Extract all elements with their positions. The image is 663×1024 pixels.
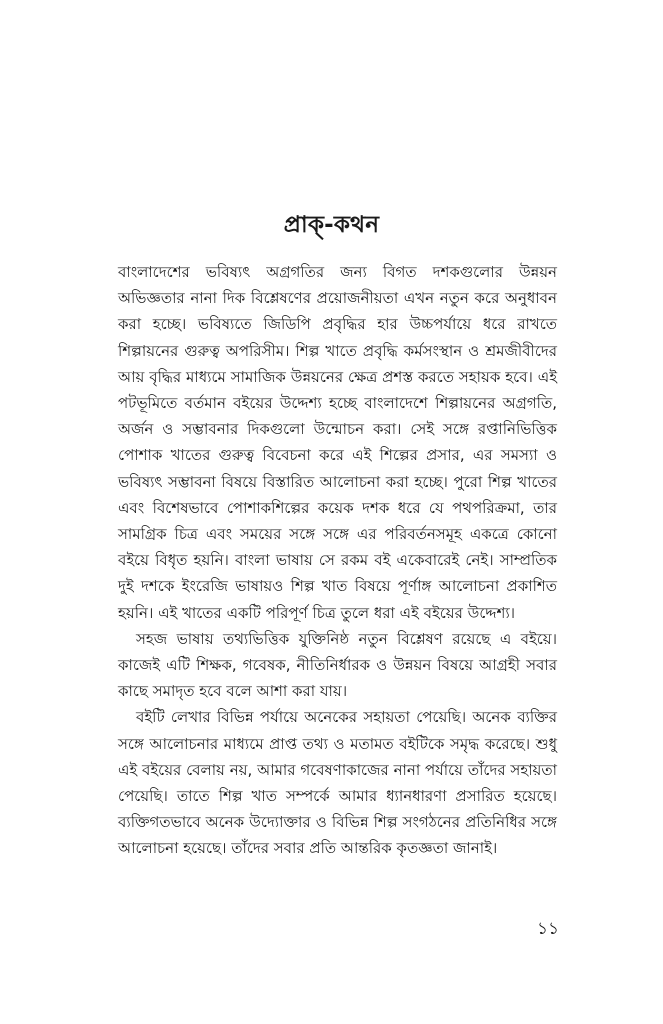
- body-text: [118, 259, 557, 862]
- paragraph-2: সহজ ভাষায় তথ্যভিত্তিক যুক্তিনিষ্ঠ নতুন বিশ্লেষণ রয়েছে এ বইয়ে। কাজেই এটি শিক্ষক, গবেষক, নীতিনির্ধারক ও উন্নয়ন বিষয়ে আগ্রহী সবার কাছে সমাদৃত হবে বলে আশা করা যায়।: [118, 629, 557, 701]
- paragraph-1: বাংলাদেশের ভবিষ্যৎ অগ্রগতির জন্য বিগত দশকগুলোর উন্নয়ন অভিজ্ঞতার নানা দিক বিশ্লেষণের প্রয়োজনীয়তা এখন নতুন করে অনুধাবন করা হচ্ছে। ভবিষ্যতে জিডিপি প্রবৃদ্ধির হার উচ্চপর্যায়ে ধরে রাখতে শিল্পায়নের গুরুত্ব অপরিসীম। শিল্প খাতে প্রবৃদ্ধি কর্মসংস্থান ও শ্রমজীবীদের আয় বৃদ্ধির মাধ্যমে সামাজিক উন্নয়নের ক্ষেত্র প্রশস্ত করতে সহায়ক হবে। এই পটভূমিতে বর্তমান বইয়ের উদ্দেশ্য হচ্ছে বাংলাদেশে শিল্পায়নের অগ্রগতি, অর্জন ও সম্ভাবনার দিকগুলো উন্মোচন করা। সেই সঙ্গে রপ্তানিভিত্তিক পোশাক খাতের গুরুত্ব বিবেচনা করে এই শিল্পের প্রসার, এর সমস্যা ও ভবিষ্যৎ সম্ভাবনা বিষয়ে বিস্তারিত আলোচনা করা হচ্ছে। পুরো শিল্প খাতের এবং বিশেষভাবে পোশাকশিল্পের কয়েক দশক ধরে যে পথপরিক্রমা, তার সামগ্রিক চিত্র এবং সময়ের সঙ্গে সঙ্গে এর পরিবর্তনসমূহ একত্রে কোনো বইয়ে বিধৃত হয়নি। বাংলা ভাষায় সে রকম বই একেবারেই নেই। সাম্প্রতিক দুই দশকে ইংরেজি ভাষায়ও শিল্প খাত বিষয়ে পূর্ণাঙ্গ আলোচনা প্রকাশিত হয়নি। এই খাতের একটি পরিপূর্ণ চিত্র তুলে ধরা এই বইয়ের উদ্দেশ্য।: [118, 263, 557, 622]
- page-number: ১১: [536, 919, 559, 939]
- page-title: প্রাক্-কথন: [283, 212, 380, 239]
- paragraph-3: বইটি লেখার বিভিন্ন পর্যায়ে অনেকের সহায়তা পেয়েছি। অনেক ব্যক্তির সঙ্গে আলোচনার মাধ্যমে প্রাপ্ত তথ্য ও মতামত বইটিকে সমৃদ্ধ করেছে। শুধু এই বইয়ের বেলায় নয়, আমার গবেষণাকাজের নানা পর্যায়ে তাঁদের সহায়তা পেয়েছি। তাতে শিল্প খাত সম্পর্কে আমার ধ্যানধারণা প্রসারিত হয়েছে। ব্যক্তিগতভাবে অনেক উদ্যোক্তার ও বিভিন্ন শিল্প সংগঠনের প্রতিনিধির সঙ্গে আলোচনা হয়েছে। তাঁদের সবার প্রতি আন্তরিক কৃতজ্ঞতা জানাই।: [118, 708, 557, 858]
